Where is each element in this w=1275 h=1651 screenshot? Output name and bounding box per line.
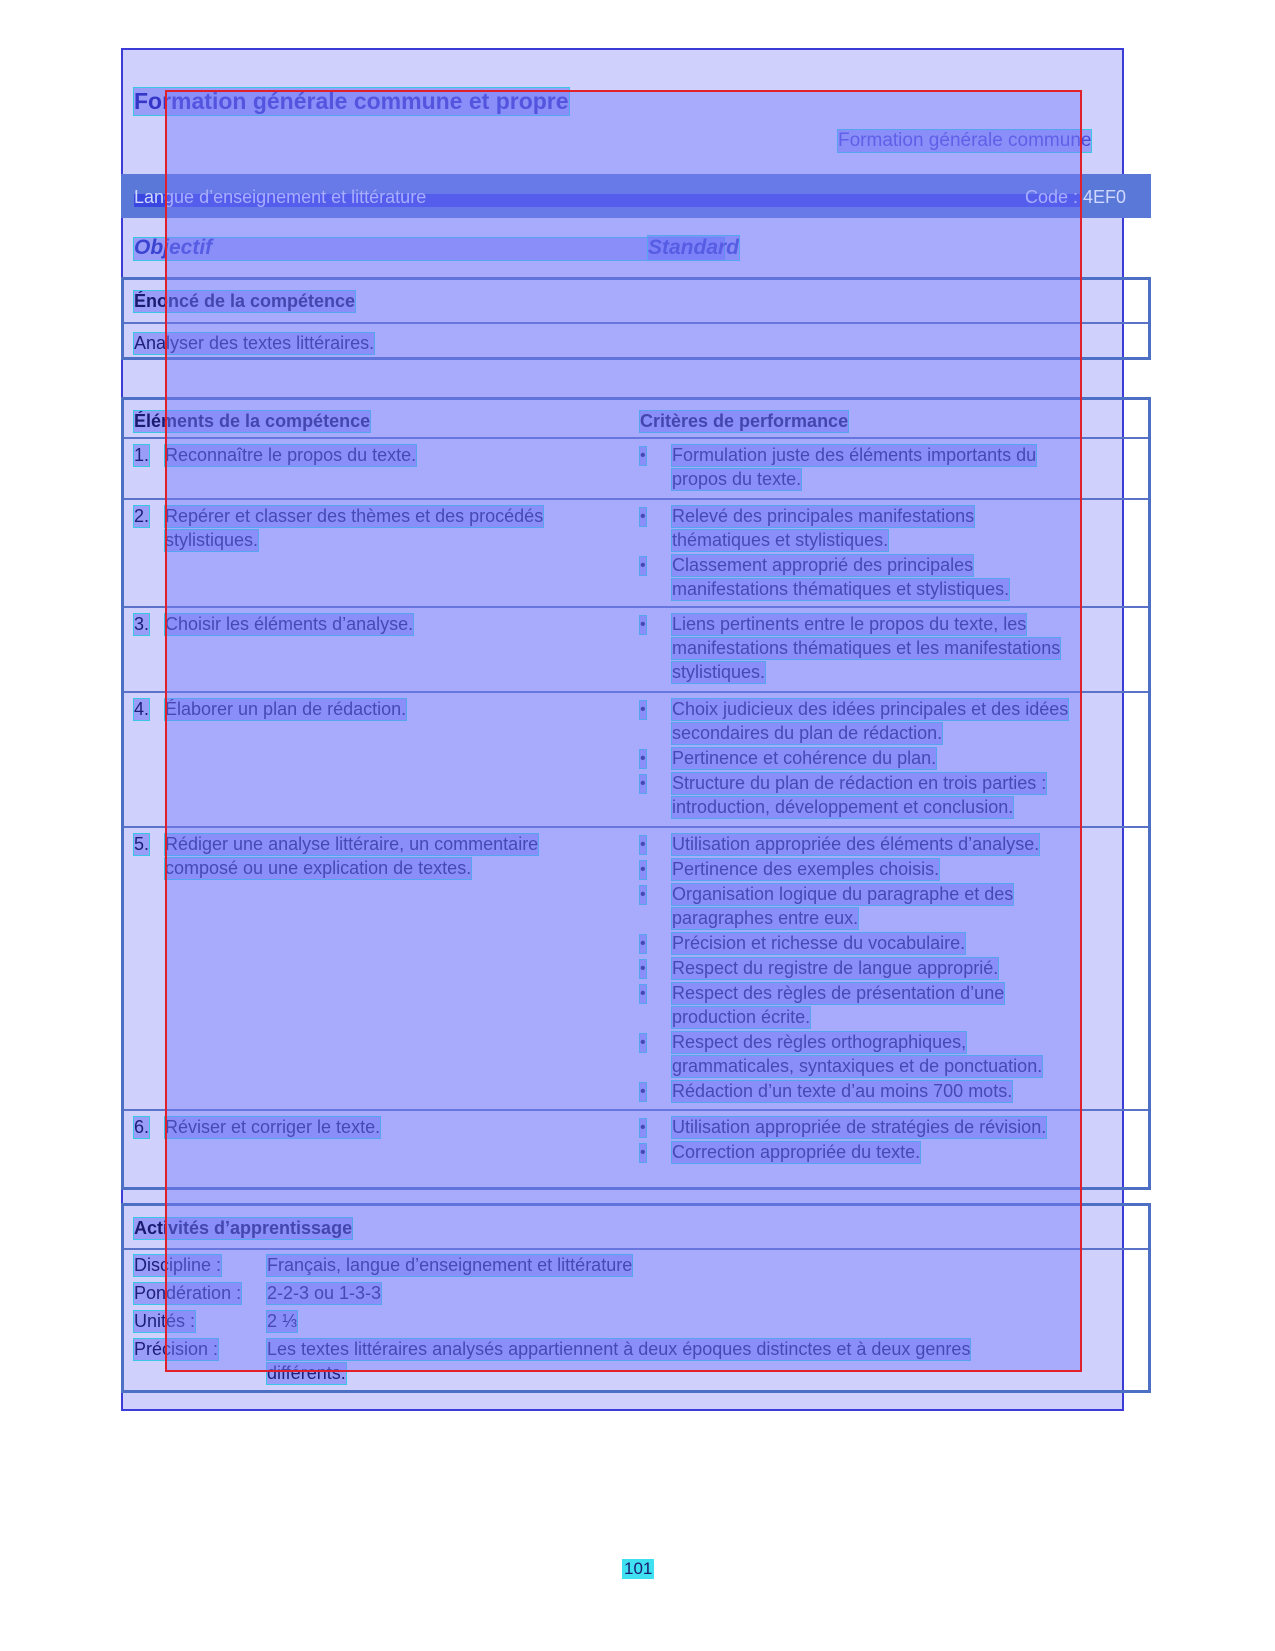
criterion-text: Choix judicieux des idées principales et des idées [672, 699, 1069, 719]
element-text: composé ou une explication de textes. [165, 858, 472, 878]
criterion-text: Formulation juste des éléments importants du [672, 445, 1037, 465]
activities-divider [124, 1248, 1148, 1250]
element-row-divider [124, 826, 1148, 828]
criterion-text: propos du texte. [672, 469, 802, 489]
elements-heading: Éléments de la compétence [134, 411, 371, 431]
criterion-text: production écrite. [672, 1007, 811, 1027]
objective-row [134, 238, 724, 260]
element-text: Rédiger une analyse littéraire, un commentaire [165, 834, 539, 854]
criterion-bullet: • [640, 775, 646, 792]
criterion-text: secondaires du plan de rédaction. [672, 723, 943, 743]
criterion-bullet: • [640, 836, 646, 853]
activity-label: Discipline : [134, 1255, 222, 1275]
activity-value: 2-2-3 ou 1-3-3 [267, 1283, 382, 1303]
criterion-bullet: • [640, 616, 646, 633]
page-title: Formation générale commune et propre [134, 88, 569, 114]
criterion-bullet: • [640, 447, 646, 464]
criterion-bullet: • [640, 985, 646, 1002]
criterion-text: Correction appropriée du texte. [672, 1142, 921, 1162]
activity-label: Précision : [134, 1339, 219, 1359]
criterion-text: Organisation logique du paragraphe et des [672, 884, 1014, 904]
course-name: Langue d’enseignement et littérature [134, 187, 427, 207]
criterion-bullet: • [640, 508, 646, 525]
activity-value: différents. [267, 1363, 346, 1383]
activity-label: Unités : [134, 1311, 196, 1331]
criterion-text: Rédaction d’un texte d’au moins 700 mots. [672, 1081, 1013, 1101]
criterion-text: Pertinence des exemples choisis. [672, 859, 940, 879]
criterion-text: paragraphes entre eux. [672, 908, 859, 928]
element-text: Élaborer un plan de rédaction. [165, 699, 407, 719]
competence-statement: Analyser des textes littéraires. [134, 333, 375, 353]
standard-label: Standard [648, 236, 740, 259]
page-number: 101 [624, 1559, 653, 1578]
activity-value: Français, langue d’enseignement et littérature [267, 1255, 633, 1275]
element-number: 1. [134, 445, 150, 465]
criterion-text: Utilisation appropriée des éléments d’analyse. [672, 834, 1040, 854]
criterion-text: Liens pertinents entre le propos du texte, les [672, 614, 1027, 634]
course-code: Code : 4EF0 [1025, 187, 1127, 207]
element-row-divider [124, 691, 1148, 693]
criterion-text: introduction, développement et conclusion. [672, 797, 1014, 817]
criterion-text: Utilisation appropriée de stratégies de révision. [672, 1117, 1047, 1137]
criterion-bullet: • [640, 935, 646, 952]
activity-value: 2 ⅓ [267, 1311, 298, 1331]
criterion-text: Respect du registre de langue approprié. [672, 958, 999, 978]
criterion-text: thématiques et stylistiques. [672, 530, 889, 550]
page-subtitle: Formation générale commune [838, 130, 1092, 151]
criterion-bullet: • [640, 557, 646, 574]
criterion-text: Respect des règles orthographiques, [672, 1032, 967, 1052]
criterion-bullet: • [640, 1144, 646, 1161]
criterion-bullet: • [640, 960, 646, 977]
criterion-text: manifestations thématiques et stylistiques. [672, 579, 1010, 599]
criterion-text: Structure du plan de rédaction en trois parties : [672, 773, 1047, 793]
element-text: Choisir les éléments d’analyse. [165, 614, 414, 634]
criterion-text: manifestations thématiques et les manifestations [672, 638, 1061, 658]
criterion-bullet: • [640, 1083, 646, 1100]
criterion-bullet: • [640, 1034, 646, 1051]
criterion-bullet: • [640, 1119, 646, 1136]
element-text: Reconnaître le propos du texte. [165, 445, 417, 465]
activity-value: Les textes littéraires analysés appartiennent à deux époques distinctes et à deux genres [267, 1339, 971, 1359]
criterion-bullet: • [640, 861, 646, 878]
activities-heading: Activités d’apprentissage [134, 1218, 353, 1238]
criterion-text: stylistiques. [672, 662, 766, 682]
criterion-bullet: • [640, 886, 646, 903]
element-text: stylistiques. [165, 530, 259, 550]
element-text: Réviser et corriger le texte. [165, 1117, 381, 1137]
element-number: 3. [134, 614, 150, 634]
element-text: Repérer et classer des thèmes et des procédés [165, 506, 544, 526]
criterion-text: Relevé des principales manifestations [672, 506, 975, 526]
element-row-divider [124, 606, 1148, 608]
criterion-bullet: • [640, 750, 646, 767]
activity-label: Pondération : [134, 1283, 242, 1303]
criterion-bullet: • [640, 701, 646, 718]
competence-heading: Énoncé de la compétence [134, 291, 356, 311]
criterion-text: grammaticales, syntaxiques et de ponctuation. [672, 1056, 1043, 1076]
element-row-divider [124, 498, 1148, 500]
objective-label: Objectif [134, 236, 213, 259]
element-number: 5. [134, 834, 150, 854]
criterion-text: Respect des règles de présentation d’une [672, 983, 1005, 1003]
criteria-heading: Critères de performance [640, 411, 849, 431]
element-number: 6. [134, 1117, 150, 1137]
criterion-text: Classement approprié des principales [672, 555, 974, 575]
element-row-divider [124, 437, 1148, 439]
element-number: 4. [134, 699, 150, 719]
element-row-divider [124, 1109, 1148, 1111]
competence-divider [124, 322, 1148, 324]
element-number: 2. [134, 506, 150, 526]
criterion-text: Précision et richesse du vocabulaire. [672, 933, 966, 953]
criterion-text: Pertinence et cohérence du plan. [672, 748, 937, 768]
